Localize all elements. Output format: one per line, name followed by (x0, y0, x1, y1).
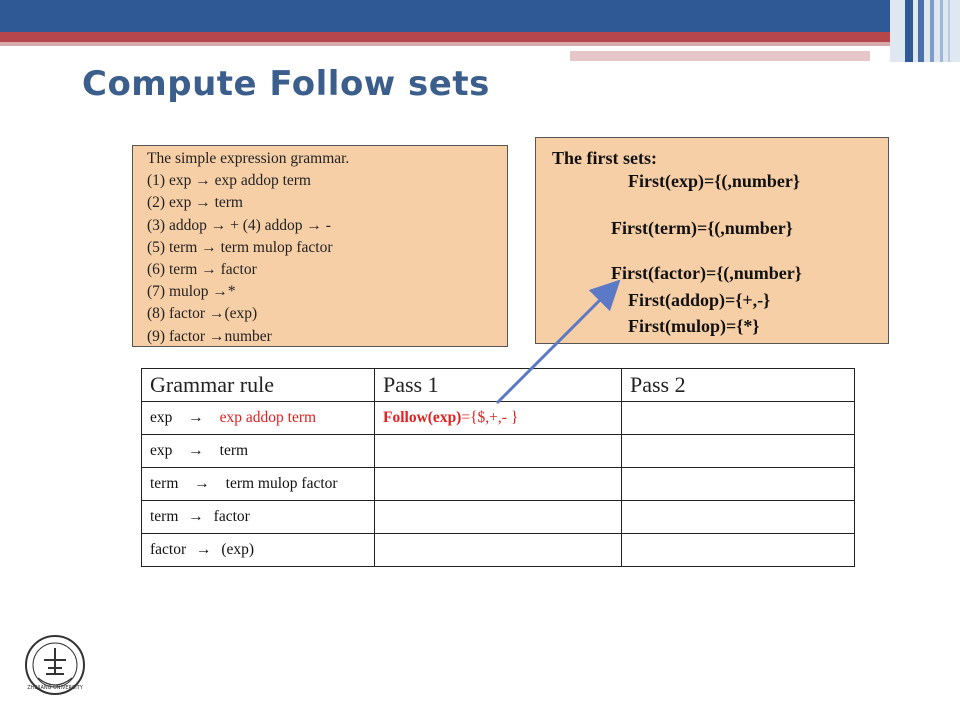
pass2-cell (622, 435, 855, 468)
header-pass-2: Pass 2 (622, 369, 855, 402)
grammar-line: (2) exp → term (147, 194, 243, 212)
rule-arrow: → (188, 409, 204, 426)
rule-lhs: exp (150, 409, 173, 426)
pass1-follow: Follow(exp) (383, 409, 462, 426)
rule-rhs: exp addop term (219, 409, 317, 426)
grammar-line: (8) factor →(exp) (147, 305, 258, 323)
slide-title: Compute Follow sets (82, 64, 490, 104)
pass1-cell (375, 402, 622, 435)
pass2-cell (622, 402, 855, 435)
pass1-cell (375, 501, 622, 534)
grammar-line: (7) mulop →* (147, 283, 236, 301)
grammar-line: (1) exp → exp addop term (147, 172, 311, 190)
table-row (142, 435, 855, 468)
rule-arrow: → (196, 541, 212, 558)
logo-text: ZHEJIANG UNIVERSITY (27, 685, 83, 691)
rule-lhs: term (150, 475, 179, 492)
grammar-line: (5) term → term mulop factor (147, 238, 333, 256)
pass1-cell (375, 468, 622, 501)
rule-arrow: → (194, 475, 210, 492)
pass1-cell (375, 435, 622, 468)
rule-lhs: exp (150, 442, 173, 459)
grammar-line: (6) term → factor (147, 261, 257, 279)
header-grammar-rule: Grammar rule (142, 369, 375, 402)
pass2-cell (622, 534, 855, 567)
table-row (142, 501, 855, 534)
rule-cell (142, 468, 375, 501)
table-row (142, 534, 855, 567)
first-term: First(term)={(,number} (611, 218, 793, 238)
header-pass-1: Pass 1 (375, 369, 622, 402)
header-banner (0, 0, 960, 62)
rule-cell (142, 501, 375, 534)
first-sets-heading: The first sets: (552, 148, 657, 168)
grammar-box (132, 145, 508, 347)
rule-cell (142, 534, 375, 567)
pass1-set: ={$,+,- } (461, 409, 519, 426)
table-row (142, 468, 855, 501)
rule-rhs: term (219, 442, 249, 459)
rule-rhs: factor (213, 508, 250, 525)
rule-cell (142, 435, 375, 468)
zhejiang-university-seal-icon (24, 634, 86, 696)
first-addop: First(addop)={+,-} (628, 290, 771, 310)
first-sets-box (535, 137, 889, 344)
follow-table (141, 368, 855, 567)
table-row (142, 402, 855, 435)
rule-cell (142, 402, 375, 435)
pass2-cell (622, 501, 855, 534)
rule-lhs: term (150, 508, 179, 525)
rule-arrow: → (188, 508, 204, 525)
pass2-cell (622, 468, 855, 501)
grammar-line: (9) factor →number (147, 327, 272, 345)
pass1-cell (375, 534, 622, 567)
grammar-line: The simple expression grammar. (147, 150, 350, 167)
first-factor: First(factor)={(,number} (611, 263, 802, 283)
table-header-row (142, 369, 855, 402)
rule-lhs: factor (150, 541, 187, 558)
grammar-line: (3) addop → + (4) addop → - (147, 216, 331, 234)
rule-rhs: (exp) (221, 541, 255, 558)
first-mulop: First(mulop)={*} (628, 316, 760, 336)
rule-arrow: → (188, 442, 204, 459)
first-exp: First(exp)={(,number} (628, 171, 800, 191)
rule-rhs: term mulop factor (225, 475, 338, 492)
